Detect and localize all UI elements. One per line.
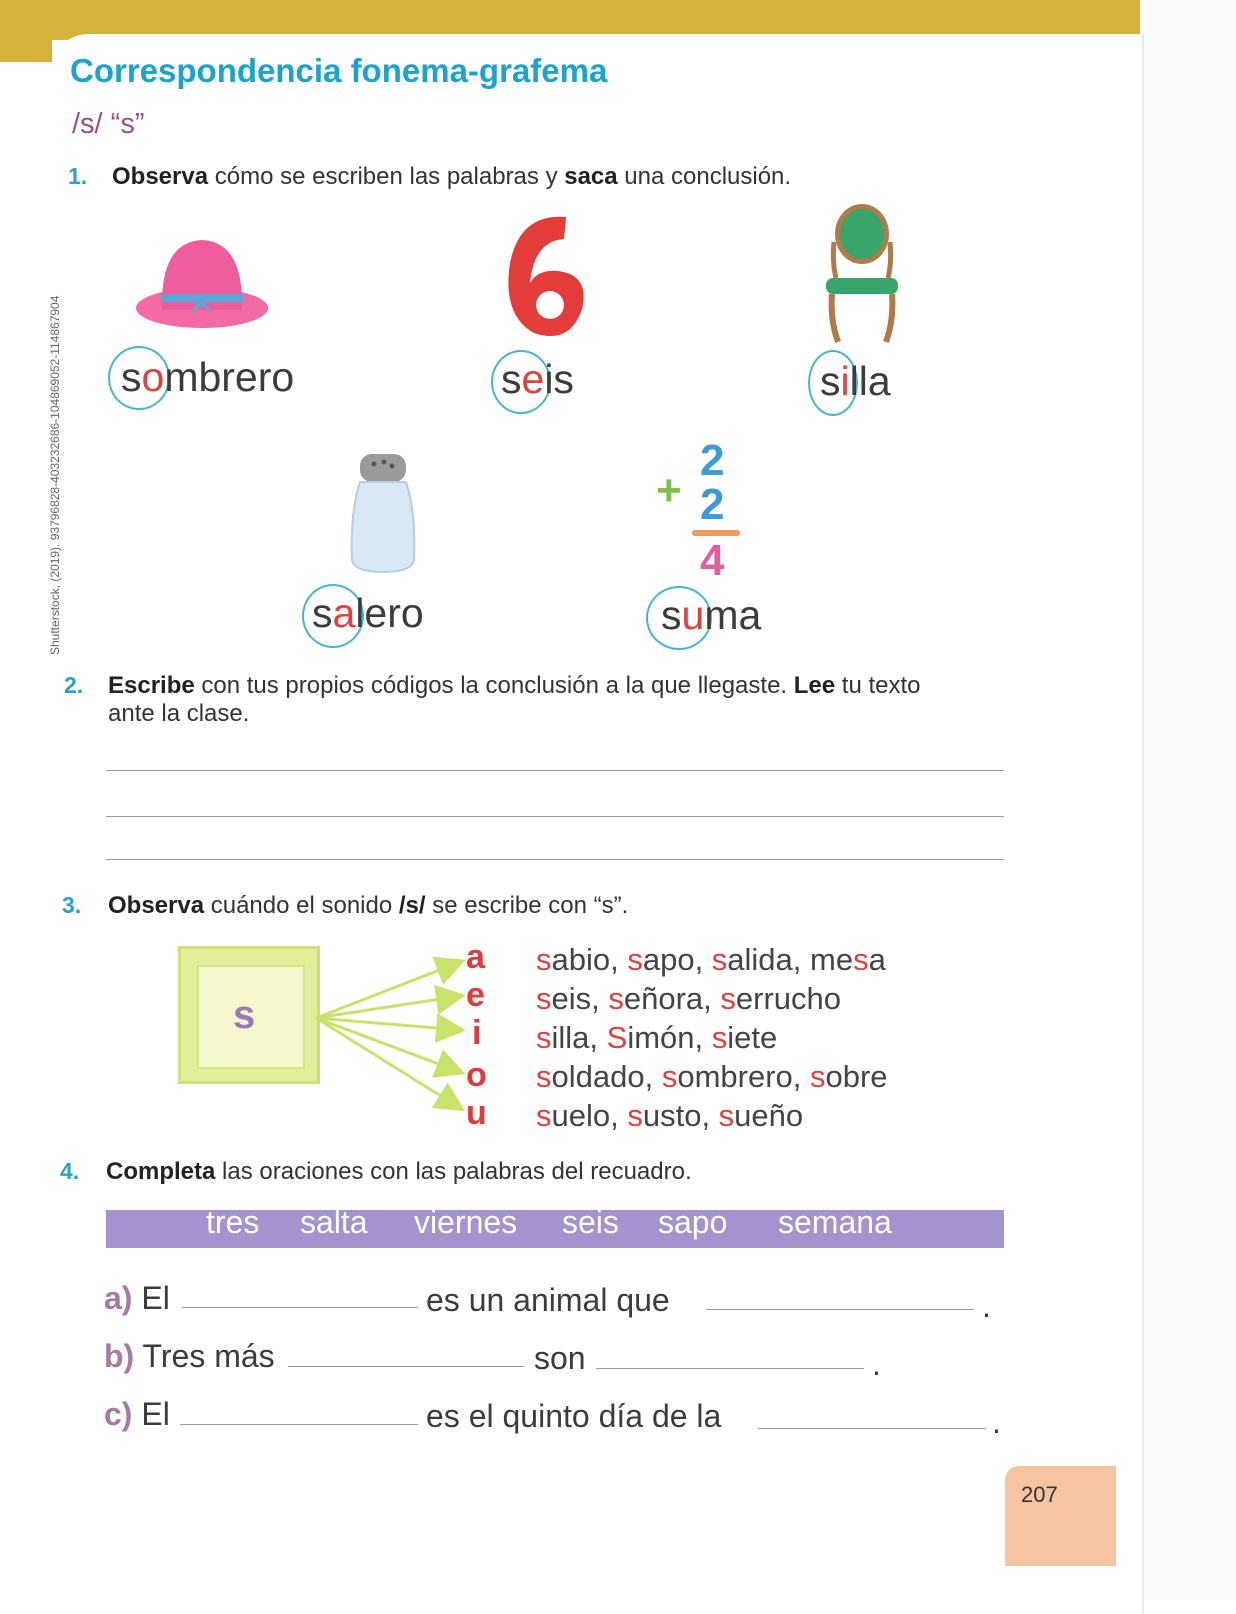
example-word: señora, xyxy=(608,981,721,1016)
sentence-c-end: . xyxy=(992,1404,1001,1440)
vowel-o: o xyxy=(466,1056,487,1094)
word-part: s xyxy=(820,358,841,404)
q2-text-2: tu texto xyxy=(835,672,921,699)
sentence-b-end: . xyxy=(872,1346,881,1382)
letter-square xyxy=(178,946,320,1084)
left-band xyxy=(0,0,52,62)
q3-bold-1: Observa xyxy=(108,892,205,919)
word-part: s xyxy=(661,592,682,638)
q2-text xyxy=(108,672,921,700)
example-word: serrucho xyxy=(720,981,841,1016)
sentence-label: c) xyxy=(104,1396,133,1432)
q1-text-2: una conclusión. xyxy=(617,163,792,190)
number-six-icon xyxy=(492,205,592,345)
word-part: s xyxy=(312,590,333,636)
word-part: ma xyxy=(704,592,762,638)
blank-b-1[interactable] xyxy=(288,1366,524,1367)
page-number: 207 xyxy=(1021,1482,1058,1507)
q1-bold-1: Observa xyxy=(112,163,209,190)
example-word: sa xyxy=(853,942,886,977)
q2-number: 2. xyxy=(64,672,84,698)
word-box-item: sapo xyxy=(658,1204,728,1240)
q4-text-1: las oraciones con las palabras del recuadro. xyxy=(215,1158,692,1185)
sentence-a xyxy=(104,1280,170,1317)
example-word: salida, xyxy=(711,942,811,977)
word-silla xyxy=(820,358,891,405)
word-vowel: u xyxy=(681,592,705,638)
q3-number: 3. xyxy=(62,892,82,918)
examples-e xyxy=(536,981,841,1017)
q3-text xyxy=(108,892,628,920)
addend-1: 2 xyxy=(700,436,725,485)
sentence-part: El xyxy=(141,1280,170,1316)
examples-o xyxy=(536,1059,888,1095)
example-word: sobre xyxy=(810,1059,888,1094)
word-suma xyxy=(661,592,761,639)
example-word: sabio, xyxy=(536,942,628,977)
addend-2: 2 xyxy=(700,480,725,529)
word-box-item: semana xyxy=(778,1204,892,1240)
arrows-diagram xyxy=(312,950,472,1120)
word-salero xyxy=(312,590,424,637)
example-word: soldado, xyxy=(536,1059,662,1094)
q4-number: 4. xyxy=(60,1158,80,1184)
word-vowel: a xyxy=(332,590,356,636)
q3-text-2: se escribe con “s”. xyxy=(425,892,629,919)
answer-line-3[interactable] xyxy=(106,859,1004,860)
examples-i xyxy=(536,1020,777,1056)
vowel-e: e xyxy=(466,976,485,1014)
q1-number: 1. xyxy=(68,163,88,189)
example-word: silla, xyxy=(536,1020,607,1055)
sentence-c xyxy=(104,1396,170,1433)
addition-icon xyxy=(652,436,752,590)
q4-bold-1: Completa xyxy=(106,1158,216,1185)
example-word: susto, xyxy=(627,1098,719,1133)
sentence-c-middle: es el quinto día de la xyxy=(426,1398,722,1434)
word-vowel: o xyxy=(141,354,165,400)
image-credit: Shutterstock, (2019). 93796828-403232686-104869052-114867904 xyxy=(48,295,62,655)
blank-c-2[interactable] xyxy=(758,1428,986,1429)
word-box-item: tres xyxy=(206,1204,260,1240)
example-word: sueño xyxy=(718,1098,804,1133)
blank-b-2[interactable] xyxy=(596,1368,864,1369)
example-word: sapo, xyxy=(627,942,712,977)
answer-line-1[interactable] xyxy=(106,770,1004,771)
word-part: lla xyxy=(849,358,891,404)
sentence-a-end: . xyxy=(982,1288,991,1324)
page-number-tab xyxy=(1005,1466,1116,1566)
word-seis xyxy=(501,356,574,403)
word-box-item: seis xyxy=(562,1204,619,1240)
sentence-part: El xyxy=(141,1396,170,1432)
example-word: sombrero, xyxy=(661,1059,810,1094)
page-subtitle: /s/ “s” xyxy=(72,108,145,140)
word-part: lero xyxy=(355,590,424,636)
q3-bold-2: /s/ xyxy=(398,892,426,919)
blank-c-1[interactable] xyxy=(180,1424,418,1425)
vowel-a: a xyxy=(466,938,485,976)
pink-hat-icon xyxy=(130,232,275,332)
answer-line-2[interactable] xyxy=(106,816,1004,817)
example-word: suelo, xyxy=(536,1098,628,1133)
examples-u xyxy=(536,1098,803,1134)
plus-sign: + xyxy=(656,466,682,515)
vowel-i: i xyxy=(472,1014,482,1052)
q2-text-1: con tus propios códigos la conclusión a la que llegaste. xyxy=(194,672,794,699)
vowel-u: u xyxy=(466,1094,487,1132)
example-word: Simón, xyxy=(606,1020,712,1055)
example-word: seis, xyxy=(536,981,609,1016)
q3-text-1: cuándo el sonido xyxy=(204,892,399,919)
sentence-label: a) xyxy=(104,1280,133,1316)
word-part: is xyxy=(544,356,574,402)
word-vowel: i xyxy=(840,358,850,404)
q2-text-line2: ante la clase. xyxy=(108,700,250,727)
q1-text xyxy=(112,163,791,191)
blank-a-2[interactable] xyxy=(706,1309,974,1310)
page-title: Correspondencia fonema-grafema xyxy=(70,52,608,89)
q2-bold-1: Escribe xyxy=(108,672,195,699)
example-word: me xyxy=(810,942,854,977)
chair-icon xyxy=(822,202,902,347)
letter-s: s xyxy=(233,993,256,1037)
q1-bold-2: saca xyxy=(564,163,618,190)
word-part: mbrero xyxy=(164,354,295,400)
example-word: siete xyxy=(711,1020,778,1055)
sentence-b xyxy=(104,1338,275,1375)
sentence-a-middle: es un animal que xyxy=(426,1282,670,1318)
word-sombrero xyxy=(121,354,294,401)
sentence-b-middle: son xyxy=(534,1340,586,1376)
blank-a-1[interactable] xyxy=(182,1307,418,1308)
sum-result: 4 xyxy=(700,536,725,585)
examples-a xyxy=(536,942,886,978)
word-part: s xyxy=(121,354,142,400)
word-box-item: salta xyxy=(300,1204,368,1240)
word-part: s xyxy=(501,356,522,402)
q4-text xyxy=(106,1158,692,1186)
sentence-part: Tres más xyxy=(142,1338,275,1374)
q1-text-1: cómo se escriben las palabras y xyxy=(208,163,565,190)
right-margin xyxy=(1140,0,1236,1600)
q2-bold-2: Lee xyxy=(793,672,836,699)
word-box-item: viernes xyxy=(414,1204,518,1240)
sentence-label: b) xyxy=(104,1338,135,1374)
salt-shaker-icon xyxy=(346,452,421,577)
word-vowel: e xyxy=(521,356,545,402)
